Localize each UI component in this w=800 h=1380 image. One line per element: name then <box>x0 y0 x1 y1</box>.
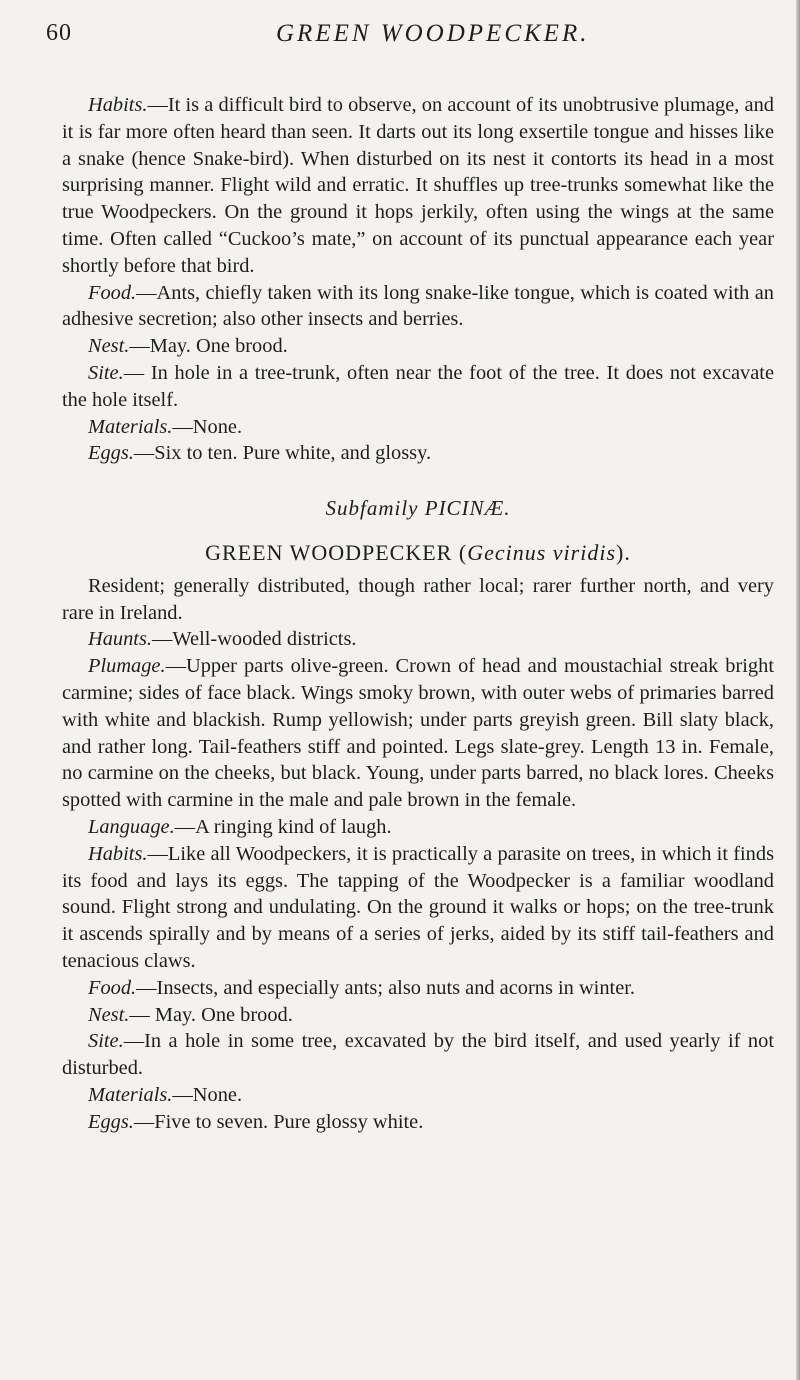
species-latin-name: Gecinus viridis <box>467 539 617 565</box>
paragraph-food <box>62 975 774 1002</box>
paragraph-materials <box>62 1082 774 1109</box>
paragraph-text: —Like all Woodpeckers, it is practically a parasite on trees, in which it finds its food and lays its eggs. The tapping of the Woodpecker is a familiar woodland sound. Flight strong and undulating. On the ground it walks or hops; on the tree-trunk it ascends spirally and by means of a series of jerks, aided by its stiff tail-feathers and tenacious claws. <box>62 842 774 972</box>
paragraph-label: Nest. <box>88 335 130 358</box>
paragraph-text: —Upper parts olive-green. Crown of head and moustachial streak bright carmine; sides of face black. Wings smoky brown, with outer webs of primaries barred with white and blackish. Rump yellowish; under parts greyish green. Bill slaty black, and rather long. Tail-feathers stiff and pointed. Legs slate-grey. Length 13 in. Female, no carmine on the cheeks, but black. Young, under parts barred, no black lores. Cheeks spotted with carmine in the male and pale brown in the female. <box>62 655 774 812</box>
paragraph-label: Materials. <box>88 1083 173 1106</box>
paragraph-plumage <box>62 653 774 814</box>
paragraph-label: Eggs. <box>88 1110 134 1133</box>
paragraph-text: —May. One brood. <box>129 335 288 358</box>
paragraph-text: —It is a difficult bird to observe, on account of its unobtrusive plumage, and it is far more often heard than seen. It darts out its long exsertile tongue and hisses like a snake (hence Snake-bird). When disturbed on its nest it contorts its head in a most surprising manner. Flight wild and erratic. It shuffles up tree-trunks somewhat like the true Woodpeckers. On the ground it hops jerkily, often using the wings at the same time. Often called “Cuckoo’s mate,” on account of its punctual appearance each year shortly before that bird. <box>62 94 774 277</box>
page-header <box>46 20 766 60</box>
paragraph-label: Eggs. <box>88 442 134 465</box>
paragraph-label: Nest. <box>88 1003 130 1026</box>
paragraph-label: Plumage. <box>88 655 166 678</box>
page-number: 60 <box>46 20 72 46</box>
body-text <box>62 92 774 1135</box>
paragraph-text: — In hole in a tree-trunk, often near the foot of the tree. It does not excavate the hole itself. <box>62 361 774 411</box>
species-heading: GREEN WOODPECKER (Gecinus viridis). <box>205 539 631 565</box>
paragraph-habits <box>62 92 774 280</box>
paragraph-label: Site. <box>88 361 124 384</box>
paragraph-text: —Six to ten. Pure white, and glossy. <box>133 442 432 465</box>
paragraph-materials <box>62 414 774 441</box>
paragraph-text: —None. <box>172 415 243 438</box>
paragraph-text: —Insects, and especially ants; also nuts and acorns in winter. <box>136 976 636 999</box>
paragraph-nest <box>62 333 774 360</box>
paragraph-text: —In a hole in some tree, excavated by the bird itself, and used yearly if not disturbed. <box>62 1030 774 1080</box>
paragraph-label: Language. <box>88 815 175 838</box>
paragraph-nest <box>62 1002 774 1029</box>
paragraph-eggs <box>62 440 774 467</box>
paragraph-haunts <box>62 626 774 653</box>
subfamily-heading: Subfamily PICINÆ. <box>325 496 511 521</box>
paragraph-label: Food. <box>88 976 137 999</box>
paragraph-label: Materials. <box>88 415 173 438</box>
paragraph-site <box>62 360 774 414</box>
paragraph-habits <box>62 841 774 975</box>
paragraph-text: —None. <box>172 1083 243 1106</box>
running-title: GREEN WOODPECKER. <box>276 20 590 47</box>
paragraph-language <box>62 814 774 841</box>
paragraph-label: Habits. <box>88 94 148 116</box>
paragraph-label: Habits. <box>88 842 148 865</box>
paragraph-food <box>62 280 774 334</box>
paragraph-site <box>62 1028 774 1082</box>
paragraph-text: —Well-wooded districts. <box>152 628 357 651</box>
page-edge <box>796 0 800 1380</box>
paragraph-label: Food. <box>88 281 137 304</box>
paragraph-text: —Five to seven. Pure glossy white. <box>133 1110 424 1133</box>
paragraph-text: —A ringing kind of laugh. <box>174 815 392 838</box>
species-name: GREEN WOODPECKER <box>205 539 453 565</box>
paragraph-label: Haunts. <box>88 628 153 651</box>
paragraph-text: — May. One brood. <box>129 1003 293 1026</box>
paragraph-eggs <box>62 1109 774 1136</box>
paragraph-status: Resident; generally distributed, though rather local; rarer further north, and very rare in Ireland. <box>62 574 774 624</box>
paragraph-label: Site. <box>88 1030 124 1053</box>
paragraph-text: —Ants, chiefly taken with its long snake-like tongue, which is coated with an adhesive secretion; also other insects and berries. <box>62 281 774 331</box>
